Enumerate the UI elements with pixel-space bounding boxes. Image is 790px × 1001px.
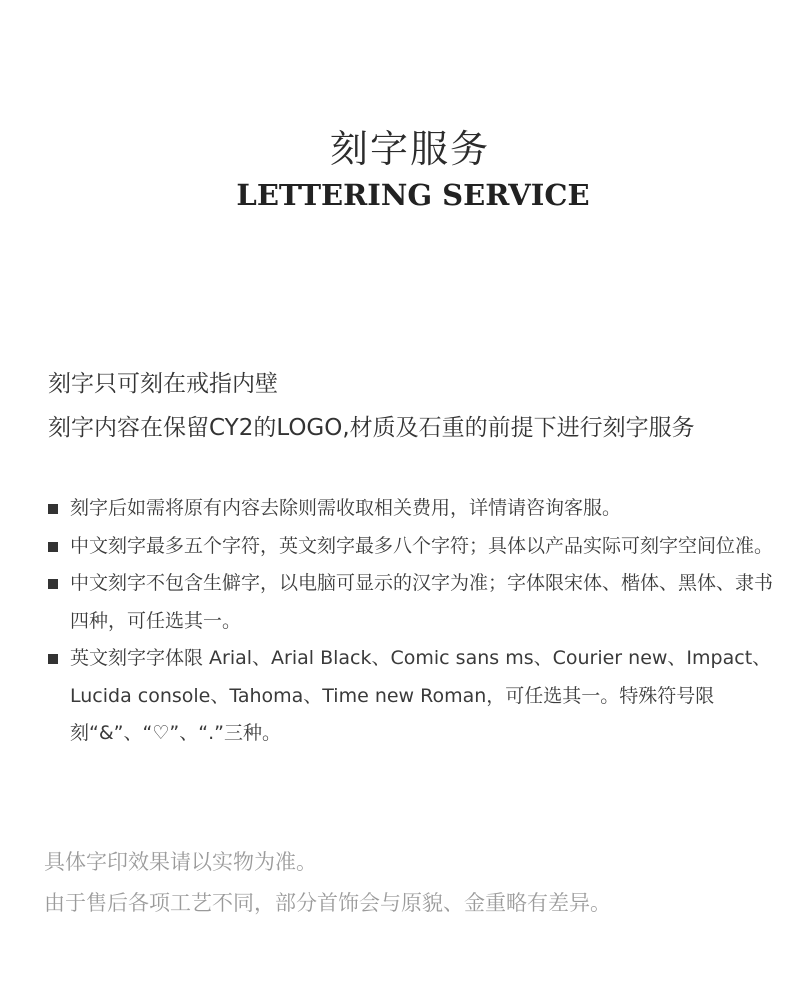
rule-text: 刻字后如需将原有内容去除则需收取相关费用，详情请咨询客服。 (70, 497, 622, 519)
bullet-square-icon (48, 542, 58, 552)
rule-text: 中文刻字不包含生僻字，以电脑可显示的汉字为准；字体限宋体、楷体、黑体、隶书四种，可任选其一。 (70, 572, 774, 632)
bullet-square-icon (48, 579, 58, 589)
intro-line-location: 刻字只可刻在戒指内壁 (48, 371, 278, 397)
rule-item (48, 565, 778, 640)
rule-item (48, 490, 778, 528)
rule-text: 英文刻字字体限 Arial、Arial Black、Comic sans ms、Courier new、Impact、Lucida console、Tahoma、Time new Roman，可任选其一。特殊符号限刻“&”、“♡”、“.”三种。 (70, 647, 772, 744)
intro-line-conditions: 刻字内容在保留CY2的LOGO,材质及石重的前提下进行刻字服务 (48, 415, 695, 441)
disclaimer-line-actual: 具体字印效果请以实物为准。 (44, 850, 317, 874)
rule-text: 中文刻字最多五个字符，英文刻字最多八个字符；具体以产品实际可刻字空间位准。 (70, 534, 774, 557)
bullet-square-icon (48, 654, 58, 664)
bullet-square-icon (48, 504, 58, 514)
disclaimer-section (44, 842, 784, 924)
rules-list (48, 490, 778, 753)
page-subtitle-en: LETTERING SERVICE (236, 178, 590, 212)
page-title: 刻字服务 (329, 127, 490, 171)
intro-section (48, 362, 778, 450)
rule-item (48, 528, 778, 566)
disclaimer-line-variance: 由于售后各项工艺不同，部分首饰会与原貌、金重略有差异。 (44, 891, 611, 915)
rule-item (48, 640, 778, 753)
